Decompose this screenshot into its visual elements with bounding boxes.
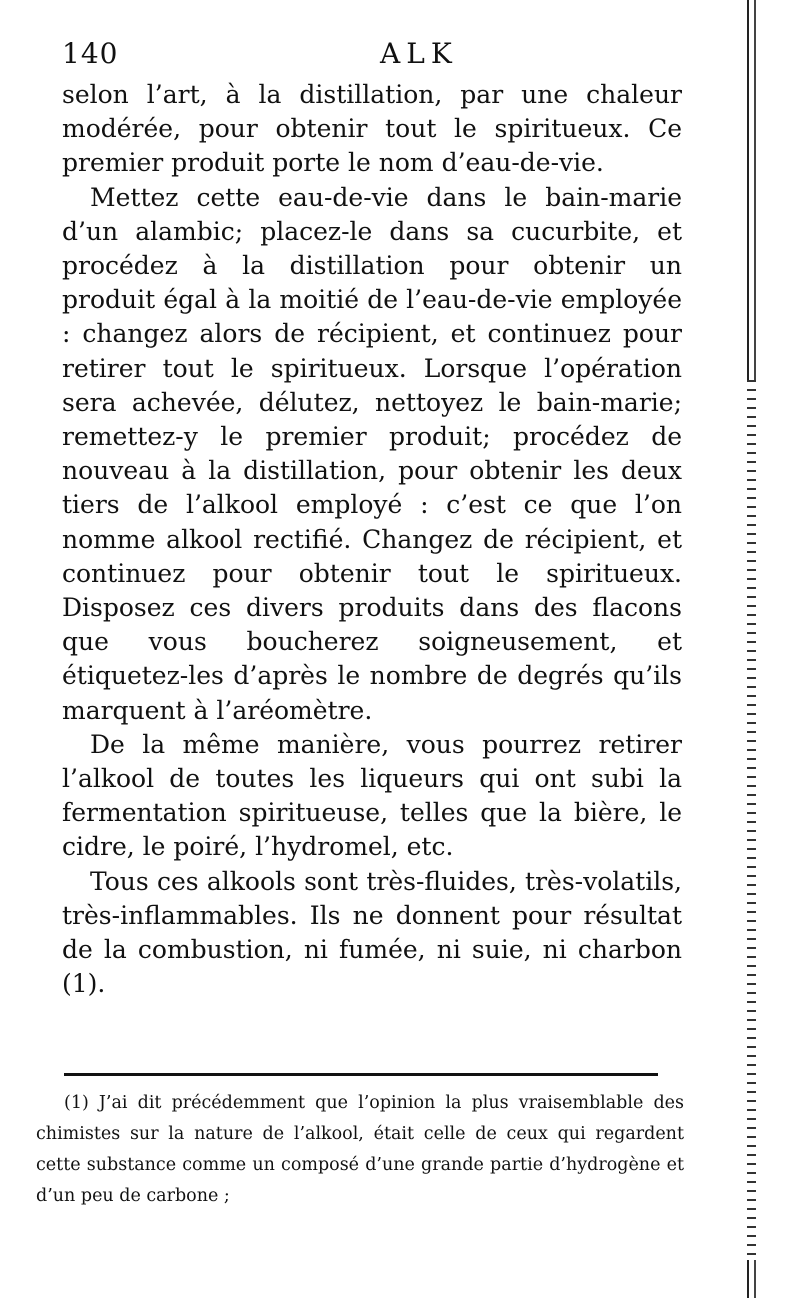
paragraph: Tous ces alkools sont très-fluides, très-volatils, très-inflammables. Ils ne donnent pour résultat de la combustion, ni fumée, ni suie, ni charbon (1). bbox=[62, 866, 682, 999]
main-text bbox=[62, 78, 682, 1001]
paragraph: De la même manière, vous pourrez retirer l’alkool de toutes les liqueurs qui ont subi la fermentation spiritueuse, telles que la bière, le cidre, le poiré, l’hydromel, etc. bbox=[62, 729, 682, 862]
paragraph: selon l’art, à la distillation, par une chaleur modérée, pour obtenir tout le spiritueux. Ce premier produit porte le nom d’eau-de-vie. bbox=[62, 80, 682, 178]
page-header bbox=[62, 34, 682, 74]
book-spine-edge bbox=[743, 0, 759, 1298]
running-head: ALK bbox=[380, 37, 458, 70]
page-number: 140 bbox=[62, 37, 119, 70]
footnote: (1) J’ai dit précédemment que l’opinion la plus vraisemblable des chimistes sur la nature de l’alkool, était celle de ceux qui regardent cette substance comme un composé d’une grande partie d’hydrogène et d’un peu de carbone ; bbox=[36, 1093, 684, 1206]
paragraph: Mettez cette eau-de-vie dans le bain-marie d’un alambic; placez-le dans sa cucurbite, et procédez à la distillation pour obtenir un produit égal à la moitié de l’eau-de-vie employée : changez alors de récipient, et continuez pour retirer tout le spiritueux. Lorsque l’opération sera achevée, délutez, nettoyez le bain-marie; remettez-y le premier produit; procédez de nouveau à la distillation, pour obtenir les deux tiers de l’alkool employé : c’est ce que l’on nomme alkool rectifié. Changez de récipient, et continuez pour obtenir tout le spiritueux. Disposez ces divers produits dans des flacons que vous boucherez soigneusement, et étiquetez-les d’après le nombre de degrés qu’ils marquent à l’aréomètre. bbox=[62, 182, 682, 725]
spine-hatching bbox=[747, 380, 756, 1260]
footnote-rule bbox=[64, 1073, 658, 1076]
